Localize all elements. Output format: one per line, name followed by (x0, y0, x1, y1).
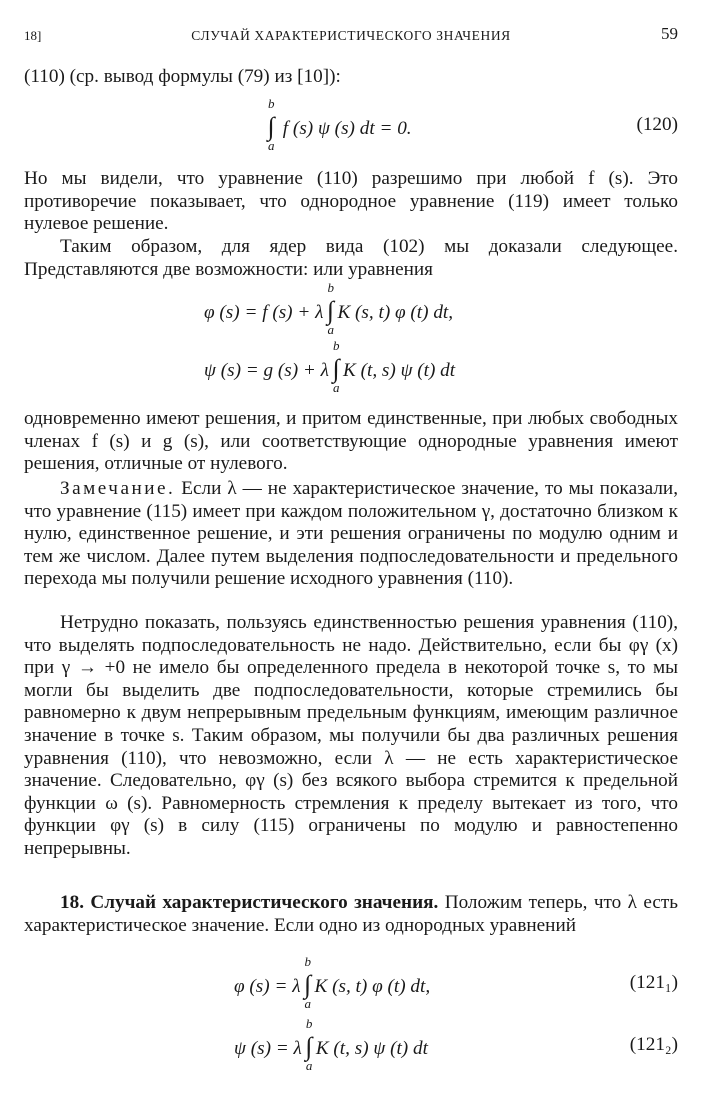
running-title: СЛУЧАЙ ХАРАКТЕРИСТИЧЕСКОГО ЗНАЧЕНИЯ (191, 28, 511, 43)
formula-phi-head: φ (s) = f (s) + λ (204, 301, 324, 323)
integral-sign: b ∫ a (303, 954, 312, 1011)
integral-sign: b ∫ a (305, 1016, 313, 1073)
formula-phi (24, 280, 678, 340)
remark-label: Замечание. (60, 478, 176, 499)
paragraph-contradiction: Но мы видели, что уравнение (110) разрешимо при любой f (s). Это противоречие показывает, что однородное уравнение (119) имеет только нулевое решение. (24, 168, 678, 235)
section-heading: 18. Случай характеристического значения. (60, 892, 439, 913)
formula-121-2: ψ (s) = λ b ∫ a K (t, s) ψ (t) dt (121₂) (234, 1016, 678, 1073)
running-header (24, 24, 678, 48)
equation-number: (120) (636, 114, 678, 135)
section-number: 18] (24, 28, 42, 43)
paragraph-alternatives: одновременно имеют решения, и притом единственные, при любых свободных членах f (s) и g (s), или соответствующие однородные уравнения имеют решения, отличные от нулевого. (24, 408, 678, 475)
page-number: 59 (661, 24, 678, 43)
paragraph-remark: Замечание. Если λ — не характеристическое значение, то мы показали, что уравнение (115) имеет при каждом положительном γ, достаточно близком к нулю, единственное решение, и эти решения ограничены по модулю одним и тем же числом. Далее путем выделения подпоследовательности и предельного перехода мы получили решение исходного уравнения (110). (24, 478, 678, 590)
formula-121-1: φ (s) = λ b ∫ a K (s, t) φ (t) dt, (121₁) (234, 954, 678, 1011)
formula-120-expr: b ∫ a f (s) ψ (s) dt = 0. (264, 114, 412, 145)
paragraph-conclusion: Таким образом, для ядер вида (102) мы доказали следующее. Представляются две возможности: или уравнения (24, 236, 678, 280)
integral-sign: b ∫ a (332, 338, 340, 395)
paragraph-uniqueness: Нетрудно показать, пользуясь единственностью решения уравнения (110), что выделять подпоследовательность не надо. Действительно, если бы φγ (x) при γ → +0 не имело бы определенного предела в некоторой точке s, то мы могли бы выделить две подпоследовательности, которые стремились бы равномерно к двум непрерывным предельным функциям, имеющим различное значение в точке s. Таким образом, мы получили бы два различных решения уравнения (110), что невозможно, если λ — не есть характеристическое значение. Следовательно, φγ (s) без всякого выбора стремится к предельной функции ω (s). Равномерность стремления к пределу вытекает из того, что функции φγ (s) в силу (115) ограничены по модулю и равностепенно непрерывны. (24, 612, 678, 859)
integral-sign: b ∫ a (326, 280, 334, 337)
integral-sign: b ∫ a (267, 96, 275, 153)
formula-phi-tail: K (s, t) φ (t) dt, (337, 301, 454, 323)
equation-number: (121₁) (629, 972, 678, 993)
formula-120 (24, 96, 678, 156)
formula-psi-head: ψ (s) = g (s) + λ (204, 359, 329, 381)
paragraph-section-18: 18. Случай характеристического значения. Положим теперь, что λ есть характеристическое значение. Если одно из однородных уравнений (24, 892, 678, 936)
formula-psi (24, 338, 678, 398)
equation-number: (121₂) (629, 1034, 678, 1055)
formula-psi-tail: K (t, s) ψ (t) dt (343, 359, 456, 381)
paragraph-intro: (110) (ср. вывод формулы (79) из [10]): (24, 66, 341, 87)
